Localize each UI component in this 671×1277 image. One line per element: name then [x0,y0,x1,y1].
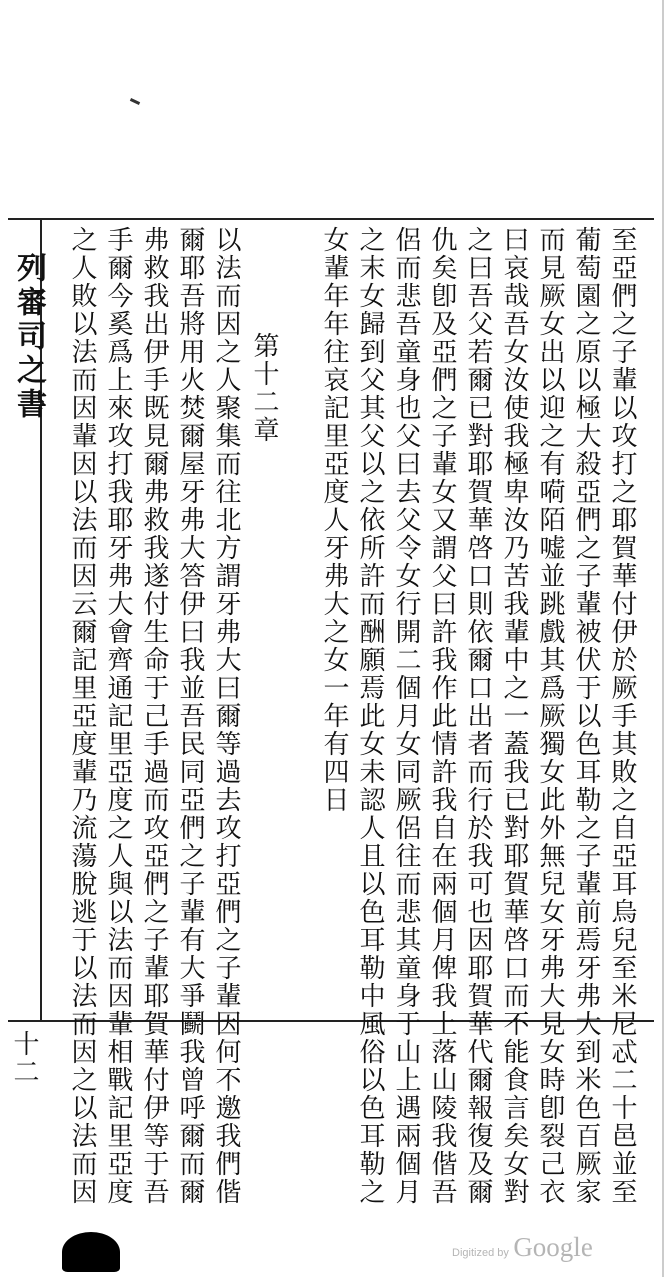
text-column: 之人敗以法而因輩因以法而因云爾記里亞度輩乃流蕩脫逃于以法而因之以法而因 [67,226,97,1206]
text-column: 而見厥女出以迎之有嗬陌嘘並跳戲其爲厥獨女此外無兒女牙弗大見女時卽裂己衣 [535,226,565,1206]
text-column: 手爾今奚爲上來攻打我耶牙弗大會齊通記里亞度之人與以法而因輩相戰記里亞度 [103,226,133,1206]
text-column: 之曰吾父若爾已對耶賀華啓口則依爾口出者而行於我可也因耶賀華代爾報復及爾 [463,226,493,1206]
digitized-watermark [452,1232,593,1263]
text-column: 弗救我出伊手既見爾弗救我遂付生命于己手過而攻亞們之子輩耶賀華付伊等于吾 [139,226,169,1206]
text-column: 女輩年年往哀記里亞度人牙弗大之女一年有四日 [319,226,349,814]
page-edge [662,0,664,1277]
text-column: 之末女歸到父其父以之依所許而酬願焉此女未認人且以色耳勒中風俗以色耳勒之 [355,226,385,1206]
chapter-heading: 第十二章 [249,332,279,444]
text-column: 以法而因之人聚集而往北方謂牙弗大曰爾等過去攻打亞們之子輩因何不邀我們偕 [211,226,241,1206]
text-column: 曰哀哉吾女汝使我極卑汝乃苦我輩中之一蓋我已對耶賀華啓口而不能食言矣女對 [499,226,529,1206]
text-column: 葡萄園之原以極大殺亞們之子輩被伏于以色耳勒之子輩前焉牙弗大到米色百厥家 [571,226,601,1206]
text-column: 爾耶吾將用火焚爾屋牙弗大答伊曰我並吾民同亞們之子輩有大爭鬬我曾呼爾而爾 [175,226,205,1206]
margin-book-title: 列審司之書 [11,252,46,422]
text-column: 仇矣卽及亞們之子輩女又謂父曰許我作此情許我自在兩個月俾我上落山陵我偕吾 [427,226,457,1206]
watermark-caption: Digitized by [452,1247,509,1259]
ink-speck [130,98,140,105]
google-logo-text: Google [513,1232,593,1262]
page-number: 十二 [9,1030,39,1086]
text-column: 侶而悲吾童身也父曰去父令女行開二個月女同厥侶往而悲其童身于山上遇兩個月 [391,226,421,1206]
text-column: 至亞們之子輩以攻打之耶賀華付伊於厥手其敗之自亞耳烏兒至米尼忒二十邑並至 [607,226,637,1206]
ink-blot [62,1232,120,1272]
